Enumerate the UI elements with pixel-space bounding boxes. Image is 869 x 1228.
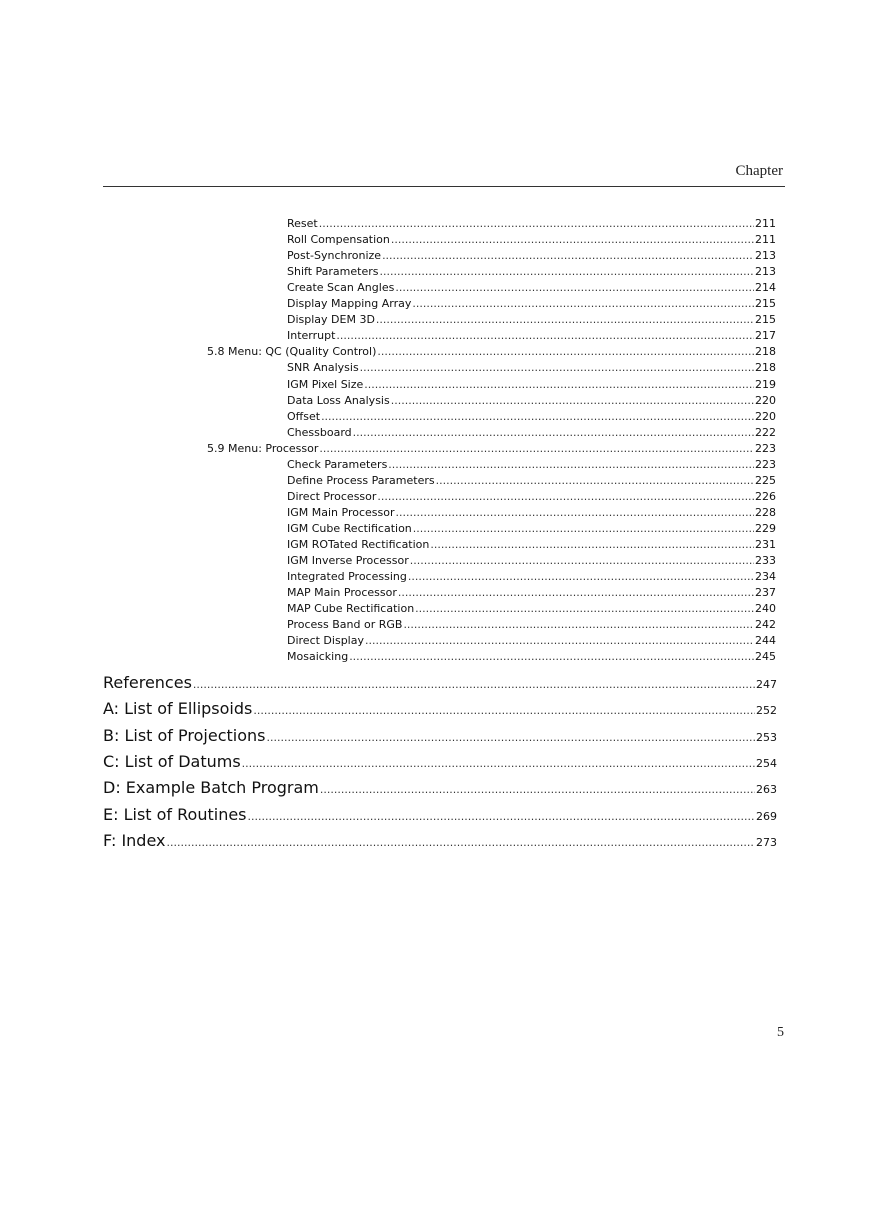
- toc-entry[interactable]: [287, 216, 776, 232]
- toc-entry-label: Roll Compensation: [287, 233, 390, 247]
- dot-leader: [391, 232, 754, 248]
- dot-leader: [353, 425, 754, 441]
- toc-entry-label: MAP Cube Rectification: [287, 602, 415, 616]
- toc-entry-page: 225: [755, 473, 776, 487]
- toc-entry[interactable]: [103, 776, 777, 800]
- toc-entry[interactable]: [287, 264, 776, 280]
- toc-entry[interactable]: [287, 457, 776, 473]
- toc-entry[interactable]: [287, 425, 776, 441]
- toc-entry-label: Integrated Processing: [287, 570, 407, 584]
- toc-entry-label: Process Band or RGB: [287, 618, 403, 632]
- dot-leader: [248, 805, 755, 829]
- toc-entry-label: F: Index: [103, 830, 166, 850]
- toc-entry-label: E: List of Routines: [103, 804, 247, 824]
- toc-entry-label: Post-Synchronize: [287, 249, 382, 263]
- toc-entry-page: 223: [755, 441, 776, 455]
- toc-entry[interactable]: [287, 409, 776, 425]
- toc-entry-label: 5.9 Menu: Processor: [207, 441, 319, 455]
- toc-entry[interactable]: [287, 296, 776, 312]
- dot-leader: [379, 264, 754, 280]
- toc-entry[interactable]: [287, 489, 776, 505]
- dot-leader: [364, 377, 754, 393]
- toc-entry-label: B: List of Projections: [103, 725, 266, 745]
- toc-entry-label: Offset: [287, 409, 321, 423]
- toc-entry[interactable]: [287, 617, 776, 633]
- dot-leader: [376, 312, 754, 328]
- toc-entry[interactable]: [287, 505, 776, 521]
- toc-entry-page: 217: [755, 329, 776, 343]
- dot-leader: [321, 409, 754, 425]
- dot-leader: [319, 216, 754, 232]
- toc-entry[interactable]: [287, 601, 776, 617]
- toc-entry-page: 213: [755, 249, 776, 263]
- toc-entry-label: IGM ROTated Rectification: [287, 538, 430, 551]
- toc-entry[interactable]: [287, 521, 776, 537]
- dot-leader: [253, 699, 755, 723]
- toc-entry[interactable]: [287, 633, 776, 649]
- toc-entry-page: 240: [755, 602, 776, 616]
- toc-entry-label: 5.8 Menu: QC (Quality Control): [207, 345, 377, 359]
- toc-entry[interactable]: [103, 697, 777, 721]
- toc-entry-label: C: List of Datums: [103, 751, 241, 771]
- toc-entry-label: MAP Main Processor: [287, 586, 397, 600]
- toc-entry-label: Chessboard: [287, 425, 352, 439]
- toc-entry-label: Data Loss Analysis: [287, 393, 390, 407]
- dot-leader: [166, 831, 755, 855]
- toc-entry-page: 229: [755, 521, 776, 535]
- toc-entry[interactable]: [287, 312, 776, 328]
- dot-leader: [320, 778, 755, 802]
- toc-entry[interactable]: [287, 537, 776, 553]
- toc-entry-label: Interrupt: [287, 329, 336, 343]
- dot-leader: [398, 585, 754, 601]
- dot-leader: [413, 521, 754, 537]
- dot-leader: [266, 726, 755, 750]
- toc-entry[interactable]: [103, 671, 777, 695]
- toc-entry-page: 263: [756, 783, 777, 797]
- toc-entry-label: D: Example Batch Program: [103, 778, 319, 798]
- dot-leader: [395, 280, 754, 296]
- toc-entry-page: 244: [755, 634, 776, 648]
- dot-leader: [391, 393, 754, 409]
- dot-leader: [410, 553, 754, 569]
- toc-entry-label: IGM Inverse Processor: [287, 554, 409, 568]
- toc-entry-page: 215: [755, 313, 776, 327]
- dot-leader: [415, 601, 754, 617]
- toc-entry[interactable]: [287, 569, 776, 585]
- toc-entry[interactable]: [287, 248, 776, 264]
- toc-entry-page: 218: [755, 345, 776, 359]
- toc-entry-page: 247: [756, 678, 777, 691]
- toc-entry-page: 252: [756, 704, 777, 718]
- toc-entry-page: 234: [755, 570, 776, 584]
- dot-leader: [403, 617, 754, 633]
- toc-entry-label: IGM Pixel Size: [287, 377, 364, 391]
- toc-entry-page: 273: [756, 835, 777, 849]
- toc-entry-label: References: [103, 673, 192, 692]
- toc-entry-label: Shift Parameters: [287, 265, 379, 279]
- toc-entry[interactable]: [287, 377, 776, 393]
- toc-entry-label: IGM Main Processor: [287, 505, 395, 519]
- dot-leader: [360, 360, 754, 376]
- dot-leader: [336, 328, 754, 344]
- toc-entry-label: A: List of Ellipsoids: [103, 699, 253, 719]
- dot-leader: [396, 505, 755, 521]
- toc-entry-page: 253: [756, 730, 777, 744]
- toc-entry-page: 220: [755, 409, 776, 423]
- toc-entry-page: 215: [755, 297, 776, 311]
- toc-entry[interactable]: [287, 473, 776, 489]
- toc-entry-page: 242: [755, 618, 776, 632]
- dot-leader: [408, 569, 754, 585]
- dot-leader: [319, 441, 754, 457]
- toc-entry-page: 226: [755, 489, 776, 503]
- toc-entry[interactable]: [287, 328, 776, 344]
- toc-entry[interactable]: [287, 553, 776, 569]
- dot-leader: [436, 473, 754, 489]
- toc-entry[interactable]: [103, 829, 777, 853]
- toc-entry-page: 222: [755, 425, 776, 439]
- toc-entry-label: SNR Analysis: [287, 361, 359, 375]
- toc-entry-label: Direct Processor: [287, 489, 377, 503]
- dot-leader: [242, 752, 755, 776]
- toc-entry-label: Check Parameters: [287, 457, 388, 471]
- dot-leader: [377, 489, 754, 505]
- toc-entry-page: 231: [755, 538, 776, 551]
- toc-entry[interactable]: [287, 280, 776, 296]
- toc-entry[interactable]: [207, 441, 776, 457]
- dot-leader: [412, 296, 754, 312]
- toc-entry[interactable]: [287, 232, 776, 248]
- toc-entry-page: 219: [755, 377, 776, 391]
- page-number: 5: [777, 1025, 784, 1040]
- toc-entry-label: Display Mapping Array: [287, 297, 412, 311]
- toc-entry-label: Mosaicking: [287, 650, 349, 664]
- dot-leader: [430, 537, 754, 553]
- toc-entry-page: 269: [756, 809, 777, 823]
- toc-entry-page: 211: [755, 233, 776, 247]
- toc-entry-page: 233: [755, 554, 776, 568]
- dot-leader: [349, 649, 754, 665]
- toc-entry-label: Create Scan Angles: [287, 281, 395, 295]
- toc-entry[interactable]: [103, 750, 777, 774]
- toc-entry[interactable]: [103, 803, 777, 827]
- toc-entry[interactable]: [287, 360, 776, 376]
- toc-entry[interactable]: [103, 724, 777, 748]
- dot-leader: [365, 633, 754, 649]
- toc-entry-page: 223: [755, 457, 776, 471]
- toc-entry-label: Reset: [287, 217, 318, 230]
- toc-entry-page: 220: [755, 393, 776, 407]
- chapter-header: Chapter: [735, 163, 783, 179]
- toc-entry-page: 237: [755, 586, 776, 600]
- dot-leader: [193, 673, 755, 697]
- toc-entry-page: 228: [755, 505, 776, 519]
- toc-entry-page: 211: [755, 217, 776, 230]
- toc-entry-label: Direct Display: [287, 634, 364, 648]
- toc-entry[interactable]: [287, 393, 776, 409]
- dot-leader: [377, 344, 754, 360]
- toc-entry-page: 218: [755, 361, 776, 375]
- toc-entry-page: 214: [755, 281, 776, 295]
- toc-entry[interactable]: [207, 344, 776, 360]
- dot-leader: [388, 457, 754, 473]
- toc-entry[interactable]: [287, 585, 776, 601]
- toc-entry-page: 213: [755, 265, 776, 279]
- toc-entry-label: Display DEM 3D: [287, 313, 375, 327]
- toc-entry-label: IGM Cube Rectification: [287, 521, 412, 535]
- toc-entry[interactable]: [287, 649, 776, 665]
- dot-leader: [382, 248, 754, 264]
- toc-entry-label: Define Process Parameters: [287, 473, 435, 487]
- toc-entry-page: 254: [756, 756, 777, 770]
- toc-entry-page: 245: [755, 650, 776, 664]
